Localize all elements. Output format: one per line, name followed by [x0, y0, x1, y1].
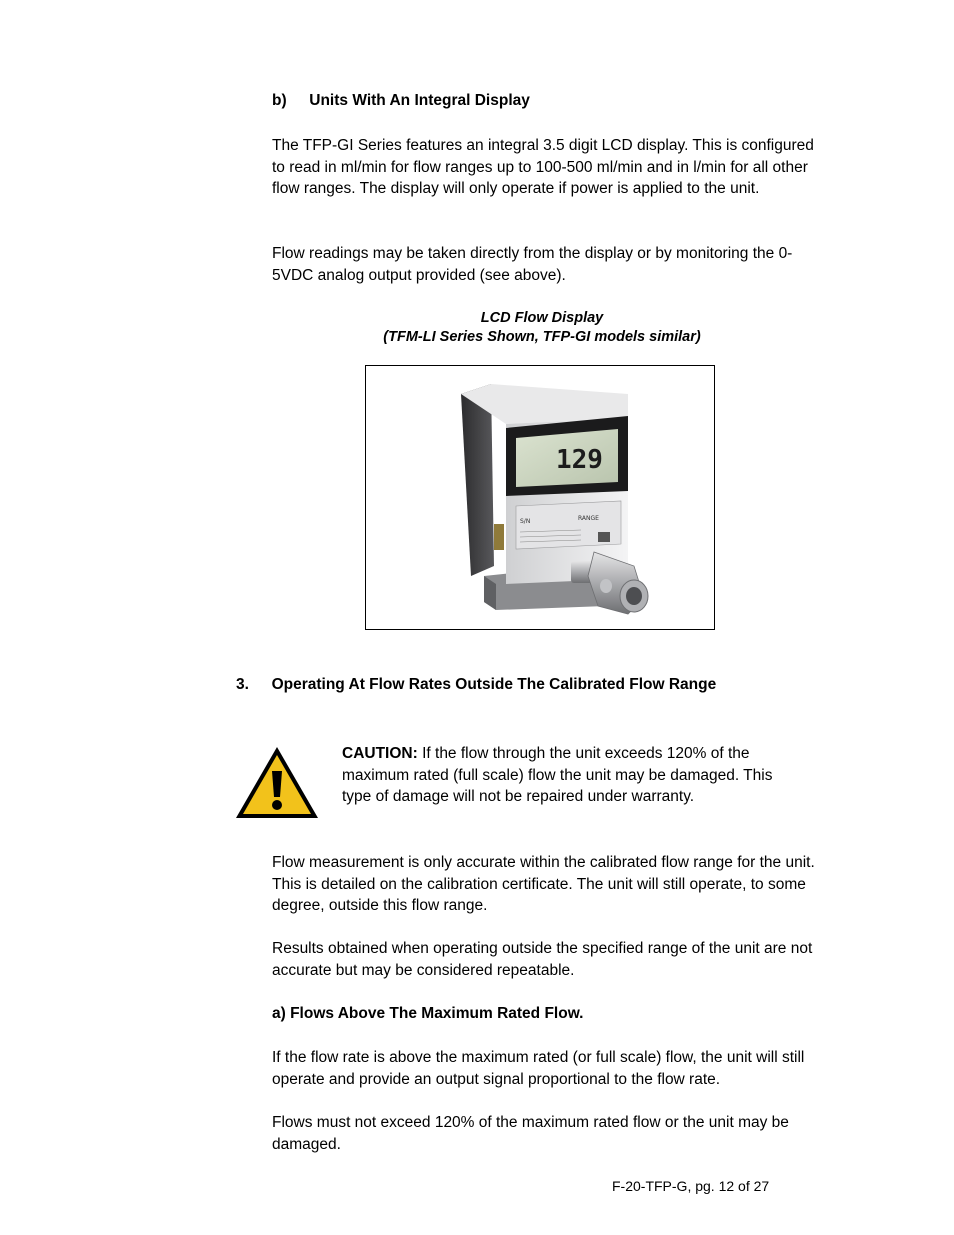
section-a-heading: a) Flows Above The Maximum Rated Flow.: [272, 1005, 584, 1022]
page-footer: F-20-TFP-G, pg. 12 of 27: [612, 1178, 770, 1194]
label-sn: S/N: [520, 518, 531, 525]
section-3-title: Operating At Flow Rates Outside The Calibrated Flow Range: [271, 676, 717, 693]
caution-label: CAUTION:: [342, 745, 418, 762]
section-b-label: b): [272, 92, 287, 109]
figure-caption-line-1: LCD Flow Display: [480, 310, 604, 326]
section-b-heading: [272, 92, 530, 110]
label-range: RANGE: [578, 515, 599, 522]
section-a-paragraph-6: Flows must not exceed 120% of the maximum rated flow or the unit may be damaged.: [272, 1114, 789, 1153]
section-3-heading: [236, 676, 716, 694]
figure-box: [365, 365, 715, 630]
lcd-reading: 129: [556, 445, 603, 475]
body-paragraph-4: Results obtained when operating outside the specified range of the unit are not accurate but may be considered repeatable.: [272, 940, 813, 979]
figure-caption-line-2: (TFM-LI Series Shown, TFP-GI models similar): [383, 329, 701, 345]
caution-text: If the flow through the unit exceeds 120% of the maximum rated (full scale) flow the unit may be damaged. This type of damage will not be repaired under warranty.: [342, 745, 773, 806]
section-b-paragraph-1: The TFP-GI Series features an integral 3.5 digit LCD display. This is configured to read in ml/min for flow ranges up to 100-500 ml/min and in l/min for all other flow ranges. The display will only operate if power is applied to the unit.: [272, 137, 814, 198]
body-paragraph-3: Flow measurement is only accurate within the calibrated flow range for the unit. This is detailed on the calibration certificate. The unit will still operate, to some degree, outside this flow range.: [272, 854, 815, 915]
section-3-number: 3.: [236, 676, 249, 693]
section-a-paragraph-5: If the flow rate is above the maximum rated (or full scale) flow, the unit will still operate and provide an output signal proportional to the flow rate.: [272, 1049, 805, 1088]
flow-meter-image: [366, 366, 714, 629]
caution-text-block: [342, 743, 797, 808]
section-b-title: Units With An Integral Display: [309, 92, 530, 109]
warning-triangle-icon: [234, 745, 320, 821]
section-b-paragraph-2: Flow readings may be taken directly from the display or by monitoring the 0-5VDC analog output provided (see above).: [272, 245, 793, 284]
